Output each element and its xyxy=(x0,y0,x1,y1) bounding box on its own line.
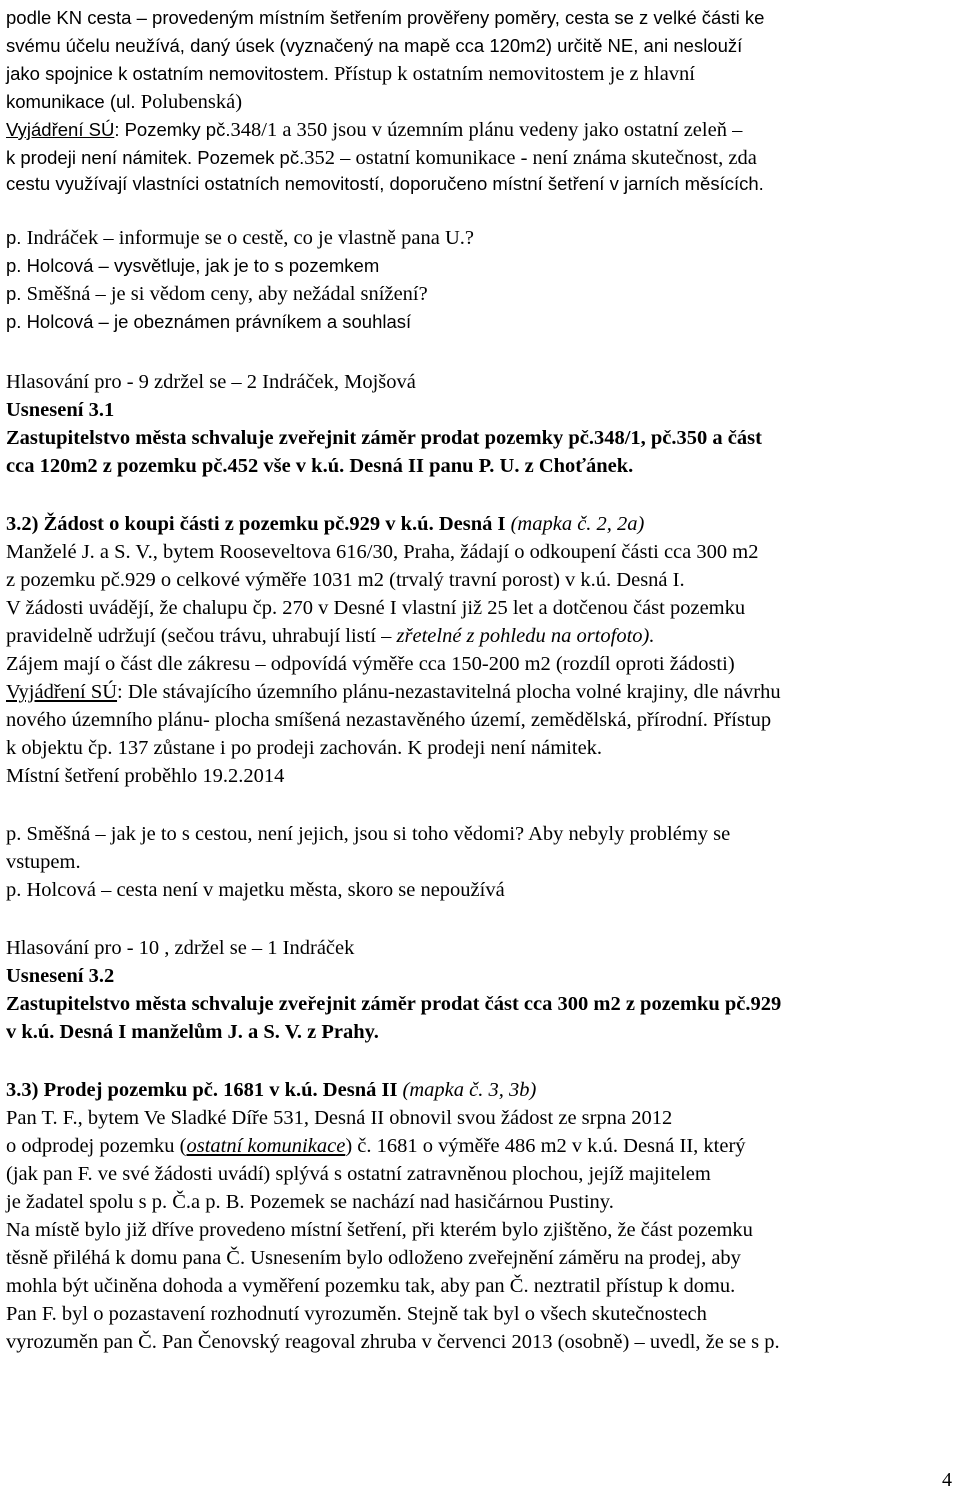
text-line xyxy=(6,62,695,86)
text-line xyxy=(6,736,602,760)
text-line xyxy=(6,850,81,874)
text-segment: Zastupitelstvo města schvaluje zveřejnit záměr prodat pozemky pč.348/1, pč.350 a část xyxy=(6,427,762,449)
text-line xyxy=(6,764,284,788)
text-segment: je žadatel spolu s p. Č.a p. B. Pozemek se nachází nad hasičárnou Pustiny. xyxy=(6,1191,614,1213)
text-line xyxy=(6,254,379,278)
text-line xyxy=(6,936,354,960)
text-line xyxy=(6,454,633,478)
text-line xyxy=(6,6,764,30)
text-segment: (mapka č. 3, 3b) xyxy=(402,1079,537,1101)
text-segment: svému účelu neužívá, daný úsek (vyznačený na mapě cca 120m2) určitě NE, ani neslouží xyxy=(6,35,743,56)
text-segment: p. Holcová – cesta není v majetku města, skoro se nepoužívá xyxy=(6,879,505,901)
text-segment: cestu využívají vlastníci ostatních nemovitostí, doporučeno místní šetření v jarních měsících. xyxy=(6,173,764,194)
text-segment: jako spojnice k ostatním nemovitostem. xyxy=(6,63,335,84)
text-segment: Manželé J. a S. V., bytem Rooseveltova 616/30, Praha, žádají o odkoupení části cca 300 m2 xyxy=(6,541,759,563)
page-number: 4 xyxy=(942,1469,952,1491)
text-segment: (jak pan F. ve své žádosti uvádí) splývá s ostatní zatravněnou plochou, jejíž majitelem xyxy=(6,1163,711,1185)
text-line xyxy=(6,398,114,422)
text-segment: těsně přiléhá k domu pana Č. Usnesením bylo odloženo zveřejnění záměru na prodej, aby xyxy=(6,1247,741,1269)
text-segment: 348/1 a 350 jsou v územním plánu vedeny jako ostatní zeleň – xyxy=(230,119,743,141)
text-segment: ostatní komunikace xyxy=(186,1135,346,1157)
text-line xyxy=(6,1020,379,1044)
text-line xyxy=(6,540,758,564)
text-segment: : Pozemky pč. xyxy=(114,119,231,140)
text-line xyxy=(6,1190,614,1214)
text-segment: 352 – ostatní komunikace - není známa skutečnost, zda xyxy=(304,147,757,169)
text-segment: Usnesení 3.2 xyxy=(6,965,115,987)
text-segment: Indráček – informuje se o cestě, co je vlastně pana U.? xyxy=(26,227,474,249)
text-segment: vyrozuměn pan Č. Pan Čenovský reagoval zhruba v červenci 2013 (osobně) – uvedl, že se s p. xyxy=(6,1331,780,1353)
text-segment: p. xyxy=(6,283,27,304)
text-segment: Pan T. F., bytem Ve Sladké Díře 531, Desná II obnovil svou žádost ze srpna 2012 xyxy=(6,1107,673,1129)
text-segment: p. Holcová – vysvětluje, jak je to s pozemkem xyxy=(6,255,380,276)
text-line xyxy=(6,1218,753,1242)
text-segment: k objektu čp. 137 zůstane i po prodeji zachován. K prodeji není námitek. xyxy=(6,737,603,759)
text-line xyxy=(6,652,735,676)
text-segment: komunikace (ul. xyxy=(6,91,141,112)
text-segment: Vyjádření SÚ xyxy=(6,681,118,703)
text-segment: Polubenská) xyxy=(140,91,243,113)
text-line xyxy=(6,708,771,732)
text-segment: Hlasování pro - 10 , zdržel se – 1 Indráček xyxy=(6,937,355,959)
text-line xyxy=(6,370,416,394)
text-segment: 3.3) Prodej pozemku pč. 1681 v k.ú. Desná II xyxy=(6,1079,403,1101)
text-segment: v k.ú. Desná I manželům J. a S. V. z Prahy. xyxy=(6,1021,379,1043)
text-line xyxy=(6,226,474,250)
text-segment: Směšná – je si vědom ceny, aby nežádal snížení? xyxy=(26,283,428,305)
text-line xyxy=(6,310,411,334)
text-segment: Hlasování pro - 9 zdržel se – 2 Indráček, Mojšová xyxy=(6,371,416,393)
text-line xyxy=(6,878,505,902)
text-line xyxy=(6,512,644,536)
text-segment: ) č. 1681 o výměře 486 m2 v k.ú. Desná II, který xyxy=(345,1135,746,1157)
text-line xyxy=(6,1246,741,1270)
text-segment: mohla být učiněna dohoda a vyměření pozemku tak, aby pan Č. neztratil přístup k domu. xyxy=(6,1275,736,1297)
text-line xyxy=(6,146,757,170)
text-segment: cca 120m2 z pozemku pč.452 vše v k.ú. Desná II panu P. U. z Choťánek. xyxy=(6,455,634,477)
text-line xyxy=(6,282,428,306)
text-line xyxy=(6,1302,707,1326)
text-segment: Místní šetření proběhlo 19.2.2014 xyxy=(6,765,285,787)
text-line xyxy=(6,118,742,142)
text-line xyxy=(6,1162,711,1186)
text-line xyxy=(6,1274,735,1298)
text-segment: V žádosti uvádějí, že chalupu čp. 270 v Desné I vlastní již 25 let a dotčenou část pozemku xyxy=(6,597,746,619)
text-segment: nového územního plánu- plocha smíšená nezastavěného území, zemědělská, přírodní. Přístup xyxy=(6,709,772,731)
text-segment: p. Holcová – je obeznámen právníkem a souhlasí xyxy=(6,311,412,332)
text-line xyxy=(6,568,685,592)
text-line xyxy=(6,1106,672,1130)
text-segment: p. xyxy=(6,227,27,248)
text-segment: Na místě bylo již dříve provedeno místní šetření, při kterém bylo zjištěno, že část pozemku xyxy=(6,1219,753,1241)
text-segment: 3.2) Žádost o koupi části z pozemku pč.929 v k.ú. Desná I xyxy=(6,513,511,535)
text-line xyxy=(6,1330,780,1354)
text-line xyxy=(6,172,764,196)
text-line xyxy=(6,680,781,704)
text-line xyxy=(6,596,745,620)
text-segment: Pan F. byl o pozastavení rozhodnutí vyrozuměn. Stejně tak byl o všech skutečnostech xyxy=(6,1303,707,1325)
text-line xyxy=(6,624,654,648)
text-line xyxy=(6,426,762,450)
text-segment: k prodeji není námitek. Pozemek pč. xyxy=(6,147,305,168)
text-segment: podle KN cesta – provedeným místním šetřením prověřeny poměry, cesta se z velké části ke xyxy=(6,7,765,28)
text-line xyxy=(6,964,114,988)
text-line xyxy=(6,992,781,1016)
text-segment: Zájem mají o část dle zákresu – odpovídá výměře cca 150-200 m2 (rozdíl oproti žádosti) xyxy=(6,653,735,675)
text-line xyxy=(6,822,730,846)
text-line xyxy=(6,90,242,114)
text-segment: zřetelné z pohledu na ortofoto). xyxy=(396,625,655,647)
text-line xyxy=(6,34,742,58)
text-segment: Přístup k ostatním nemovitostem je z hlavní xyxy=(334,63,696,85)
text-segment: p. Směšná – jak je to s cestou, není jejich, jsou si toho vědomi? Aby nebyly problémy se xyxy=(6,823,731,845)
text-segment: vstupem. xyxy=(6,851,81,873)
text-line xyxy=(6,1134,746,1158)
text-segment: z pozemku pč.929 o celkové výměře 1031 m2 (trvalý travní porost) v k.ú. Desná I. xyxy=(6,569,685,591)
text-segment: : Dle stávajícího územního plánu-nezastavitelná plocha volné krajiny, dle návrhu xyxy=(117,681,781,703)
text-segment: Usnesení 3.1 xyxy=(6,399,115,421)
text-segment: o odprodej pozemku ( xyxy=(6,1135,187,1157)
text-line xyxy=(6,1078,536,1102)
text-segment: pravidelně udržují (sečou trávu, uhrabují listí – xyxy=(6,625,397,647)
text-segment: (mapka č. 2, 2a) xyxy=(510,513,645,535)
text-segment: Vyjádření SÚ xyxy=(6,119,115,140)
text-segment: Zastupitelstvo města schvaluje zveřejnit záměr prodat část cca 300 m2 z pozemku pč.929 xyxy=(6,993,782,1015)
